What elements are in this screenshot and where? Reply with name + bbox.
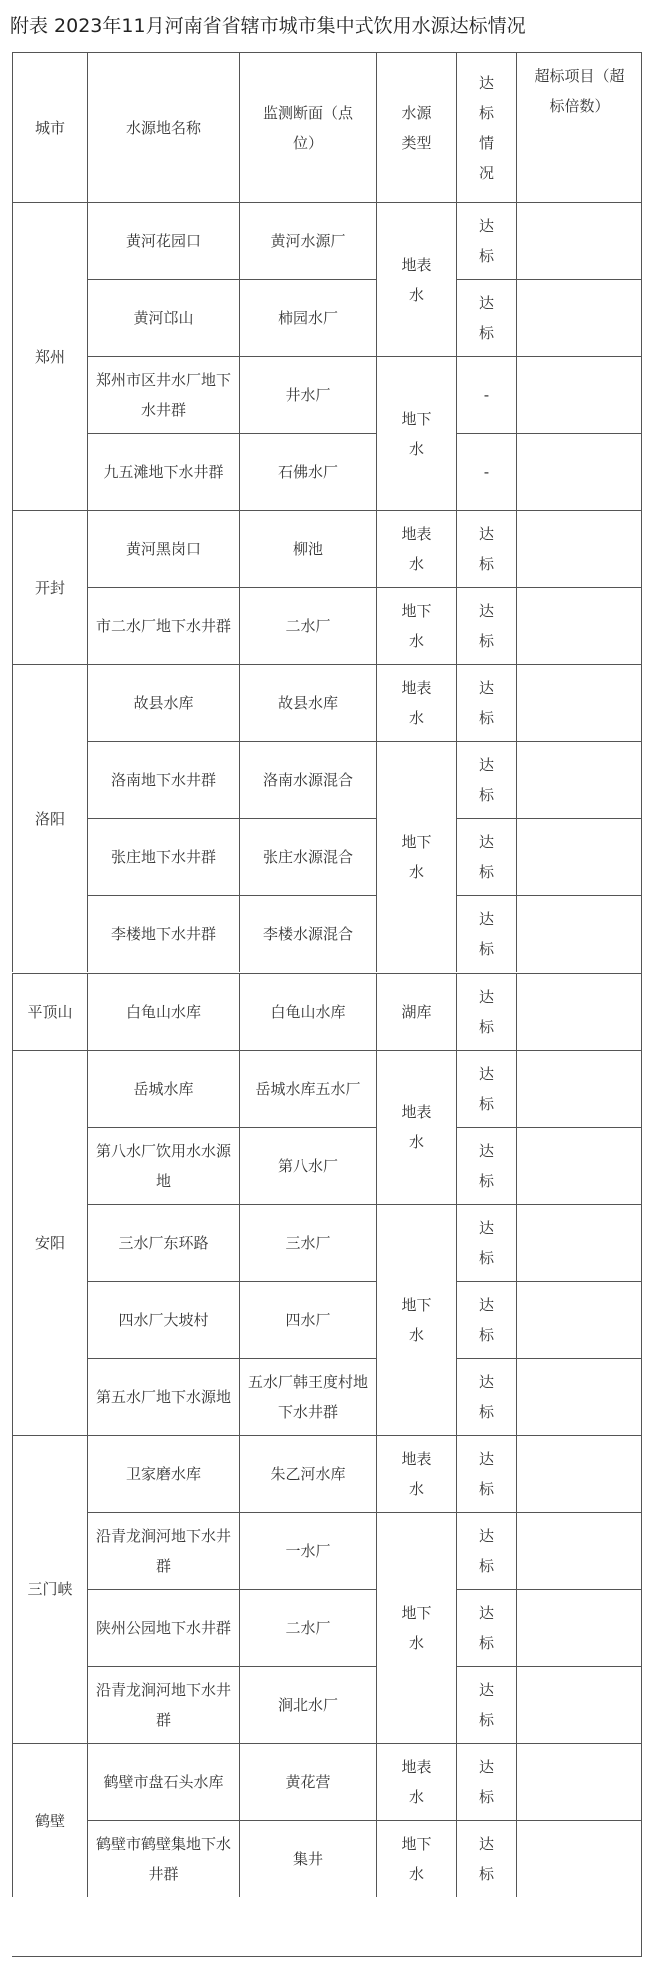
- cell-exceed: [516, 1743, 642, 1820]
- cell-exceed: [516, 1512, 642, 1589]
- cell-water-type: [376, 1204, 456, 1435]
- cell-water-type-text: 地下水: [401, 1835, 432, 1884]
- cell-status: [456, 1512, 516, 1589]
- cell-city: [12, 1435, 87, 1743]
- cell-source-name-text: 沿青龙涧河地下水井群: [96, 1526, 232, 1575]
- cell-status-text: -: [483, 463, 490, 482]
- cell-source-name: [87, 1281, 239, 1358]
- cell-exceed: [516, 818, 642, 895]
- cell-exceed: [516, 741, 642, 818]
- cell-status: [456, 202, 516, 279]
- cell-monitor-section: [239, 510, 376, 587]
- cell-source-name: [87, 202, 239, 279]
- cell-water-type-text: 地下水: [401, 1603, 432, 1652]
- cell-exceed: [516, 587, 642, 664]
- cell-water-type: [376, 664, 456, 741]
- cell-monitor-section-text: 柳池: [292, 540, 323, 559]
- table-caption: 附表 2023年11月河南省省辖市城市集中式饮用水源达标情况: [10, 15, 526, 37]
- header-status: [456, 52, 516, 202]
- cell-exceed: [516, 895, 642, 972]
- cell-status-text: 达标: [478, 1295, 494, 1344]
- cell-monitor-section: [239, 1666, 376, 1743]
- header-type-label: 水源类型: [401, 103, 432, 152]
- cell-source-name: [87, 1358, 239, 1435]
- cell-city: [12, 1743, 87, 1897]
- cell-status-text: 达标: [478, 294, 494, 343]
- cell-monitor-section-text: 二水厂: [285, 617, 331, 636]
- cell-monitor-section-text: 五水厂韩王度村地下水井群: [248, 1372, 369, 1421]
- cell-source-name-text: 黄河花园口: [125, 232, 201, 251]
- cell-source-name-text: 鹤壁市鹤壁集地下水井群: [96, 1835, 232, 1884]
- table-bottom-border: [12, 1956, 642, 1958]
- cell-city-text: 郑州: [34, 347, 65, 366]
- cell-status-text: 达标: [478, 1218, 494, 1267]
- cell-monitor-section: [239, 433, 376, 510]
- table-right-border: [641, 52, 643, 1957]
- cell-exceed: [516, 356, 642, 433]
- cell-status-text: 达标: [478, 987, 494, 1036]
- cell-exceed: [516, 1204, 642, 1281]
- cell-water-type-text: 地表水: [401, 525, 432, 574]
- cell-status: [456, 664, 516, 741]
- cell-source-name: [87, 510, 239, 587]
- cell-monitor-section: [239, 973, 376, 1050]
- cell-status-text: 达标: [478, 217, 494, 266]
- cell-exceed: [516, 202, 642, 279]
- cell-monitor-section: [239, 1820, 376, 1897]
- cell-status: [456, 895, 516, 972]
- cell-monitor-section: [239, 1743, 376, 1820]
- cell-city-text: 三门峡: [27, 1580, 73, 1599]
- cell-monitor-section: [239, 279, 376, 356]
- cell-source-name-text: 故县水库: [133, 694, 194, 713]
- cell-exceed: [516, 1127, 642, 1204]
- cell-monitor-section: [239, 1358, 376, 1435]
- cell-water-type-text: 地下水: [401, 409, 432, 458]
- cell-water-type-text: 地下水: [401, 833, 432, 882]
- cell-exceed: [516, 1666, 642, 1743]
- cell-source-name-text: 卫家磨水库: [125, 1464, 201, 1483]
- cell-monitor-section-text: 故县水库: [277, 694, 338, 713]
- cell-source-name-text: 白龟山水库: [125, 1002, 201, 1021]
- cell-source-name-text: 张庄地下水井群: [110, 848, 216, 867]
- cell-water-type: [376, 1743, 456, 1820]
- header-section-label: 监测断面（点位）: [262, 103, 353, 152]
- cell-city-text: 洛阳: [34, 809, 65, 828]
- cell-city-text: 平顶山: [27, 1002, 73, 1021]
- cell-source-name-text: 沿青龙涧河地下水井群: [96, 1680, 232, 1729]
- cell-monitor-section-text: 集井: [292, 1850, 323, 1869]
- cell-water-type-text: 地表水: [401, 1758, 432, 1807]
- cell-status-text: 达标: [478, 679, 494, 728]
- cell-source-name-text: 陕州公园地下水井群: [96, 1618, 232, 1637]
- cell-source-name: [87, 664, 239, 741]
- header-section: [239, 52, 376, 202]
- cell-exceed: [516, 1358, 642, 1435]
- cell-status: [456, 1127, 516, 1204]
- cell-source-name-text: 黄河黑岗口: [125, 540, 201, 559]
- cell-city-text: 安阳: [34, 1233, 65, 1252]
- cell-city: [12, 664, 87, 972]
- cell-water-type-text: 地表水: [401, 255, 432, 304]
- cell-status: [456, 1435, 516, 1512]
- cell-status: [456, 279, 516, 356]
- cell-source-name: [87, 1743, 239, 1820]
- cell-status: [456, 433, 516, 510]
- cell-city: [12, 202, 87, 510]
- cell-source-name-text: 岳城水库: [133, 1079, 194, 1098]
- cell-city-text: 鹤壁: [34, 1811, 65, 1830]
- cell-status: [456, 510, 516, 587]
- cell-source-name: [87, 1820, 239, 1897]
- cell-water-type: [376, 510, 456, 587]
- header-city: [12, 52, 87, 202]
- water-source-table: [12, 52, 642, 1957]
- cell-monitor-section: [239, 741, 376, 818]
- cell-city: [12, 510, 87, 664]
- cell-monitor-section-text: 一水厂: [285, 1541, 331, 1560]
- cell-status-text: 达标: [478, 1526, 494, 1575]
- cell-source-name: [87, 1435, 239, 1512]
- cell-status-text: 达标: [478, 910, 494, 959]
- header-source-label: 水源地名称: [125, 118, 201, 137]
- cell-status-text: 达标: [478, 602, 494, 651]
- cell-source-name-text: 郑州市区井水厂地下水井群: [96, 371, 232, 420]
- cell-status: [456, 741, 516, 818]
- cell-water-type: [376, 1512, 456, 1743]
- cell-monitor-section-text: 黄河水源厂: [270, 232, 346, 251]
- header-source: [87, 52, 239, 202]
- cell-status-text: 达标: [478, 1680, 494, 1729]
- cell-monitor-section: [239, 1512, 376, 1589]
- cell-exceed: [516, 510, 642, 587]
- cell-monitor-section: [239, 1050, 376, 1127]
- cell-source-name-text: 洛南地下水井群: [110, 771, 216, 790]
- cell-monitor-section: [239, 818, 376, 895]
- cell-water-type: [376, 202, 456, 356]
- cell-source-name: [87, 1666, 239, 1743]
- cell-monitor-section-text: 张庄水源混合: [262, 848, 353, 867]
- cell-exceed: [516, 1435, 642, 1512]
- header-exceed: [516, 52, 642, 202]
- cell-status: [456, 587, 516, 664]
- cell-exceed: [516, 1820, 642, 1897]
- cell-water-type-text: 地表水: [401, 679, 432, 728]
- cell-source-name-text: 三水厂东环路: [118, 1233, 209, 1252]
- cell-water-type: [376, 973, 456, 1050]
- cell-monitor-section-text: 白龟山水库: [270, 1002, 346, 1021]
- cell-source-name: [87, 1204, 239, 1281]
- cell-city: [12, 1050, 87, 1435]
- cell-monitor-section-text: 岳城水库五水厂: [255, 1079, 361, 1098]
- cell-source-name: [87, 973, 239, 1050]
- cell-source-name-text: 第八水厂饮用水水源地: [96, 1141, 232, 1190]
- cell-source-name: [87, 1512, 239, 1589]
- header-type: [376, 52, 456, 202]
- cell-water-type-text: 地下水: [401, 1295, 432, 1344]
- cell-source-name: [87, 741, 239, 818]
- cell-source-name: [87, 356, 239, 433]
- cell-monitor-section: [239, 664, 376, 741]
- cell-source-name: [87, 587, 239, 664]
- cell-monitor-section: [239, 587, 376, 664]
- header-city-label: 城市: [34, 118, 65, 137]
- cell-monitor-section-text: 柿园水厂: [277, 309, 338, 328]
- cell-monitor-section-text: 涧北水厂: [277, 1695, 338, 1714]
- cell-source-name: [87, 433, 239, 510]
- cell-monitor-section-text: 第八水厂: [277, 1156, 338, 1175]
- cell-monitor-section: [239, 1589, 376, 1666]
- cell-exceed: [516, 1281, 642, 1358]
- cell-source-name: [87, 895, 239, 972]
- cell-monitor-section-text: 四水厂: [285, 1310, 331, 1329]
- cell-status-text: 达标: [478, 1372, 494, 1421]
- cell-water-type-text: 地表水: [401, 1103, 432, 1152]
- cell-monitor-section: [239, 1281, 376, 1358]
- cell-water-type: [376, 356, 456, 510]
- cell-water-type: [376, 587, 456, 664]
- cell-monitor-section: [239, 356, 376, 433]
- cell-water-type: [376, 1435, 456, 1512]
- cell-exceed: [516, 279, 642, 356]
- cell-source-name: [87, 1050, 239, 1127]
- cell-source-name-text: 市二水厂地下水井群: [96, 617, 232, 636]
- cell-water-type: [376, 741, 456, 972]
- cell-monitor-section: [239, 202, 376, 279]
- cell-exceed: [516, 1589, 642, 1666]
- cell-water-type-text: 地表水: [401, 1449, 432, 1498]
- cell-status: [456, 1589, 516, 1666]
- cell-source-name-text: 第五水厂地下水源地: [96, 1387, 232, 1406]
- cell-source-name-text: 鹤壁市盘石头水库: [103, 1773, 224, 1792]
- cell-source-name-text: 九五滩地下水井群: [103, 463, 224, 482]
- cell-city-text: 开封: [34, 578, 65, 597]
- cell-water-type: [376, 1050, 456, 1204]
- header-exceed-label: 超标项目（超标倍数）: [534, 67, 625, 115]
- cell-status-text: 达标: [478, 1758, 494, 1807]
- cell-status: [456, 1358, 516, 1435]
- cell-monitor-section: [239, 1204, 376, 1281]
- cell-status: [456, 1820, 516, 1897]
- cell-monitor-section-text: 李楼水源混合: [262, 925, 353, 944]
- cell-status-text: 达标: [478, 525, 494, 574]
- cell-source-name-text: 黄河邙山: [133, 309, 194, 328]
- cell-status-text: 达标: [478, 1449, 494, 1498]
- cell-exceed: [516, 664, 642, 741]
- cell-status: [456, 1666, 516, 1743]
- cell-status-text: 达标: [478, 1141, 494, 1190]
- header-status-label: 达标情况: [478, 73, 494, 182]
- cell-monitor-section-text: 井水厂: [285, 386, 331, 405]
- cell-monitor-section-text: 朱乙河水库: [270, 1464, 346, 1483]
- cell-water-type-text: 地下水: [401, 602, 432, 651]
- cell-monitor-section-text: 三水厂: [285, 1233, 331, 1252]
- cell-source-name-text: 四水厂大坡村: [118, 1310, 209, 1329]
- cell-monitor-section-text: 石佛水厂: [277, 463, 338, 482]
- cell-status: [456, 818, 516, 895]
- cell-status: [456, 1281, 516, 1358]
- cell-monitor-section: [239, 1435, 376, 1512]
- cell-source-name: [87, 818, 239, 895]
- cell-status: [456, 1204, 516, 1281]
- cell-source-name: [87, 1127, 239, 1204]
- cell-water-type-text: 湖库: [401, 1002, 432, 1021]
- cell-monitor-section-text: 二水厂: [285, 1618, 331, 1637]
- cell-status: [456, 973, 516, 1050]
- cell-status: [456, 356, 516, 433]
- cell-water-type: [376, 1820, 456, 1897]
- cell-status: [456, 1050, 516, 1127]
- cell-source-name: [87, 279, 239, 356]
- cell-city: [12, 973, 87, 1050]
- cell-status: [456, 1743, 516, 1820]
- cell-status-text: 达标: [478, 833, 494, 882]
- cell-monitor-section-text: 黄花营: [285, 1773, 331, 1792]
- cell-exceed: [516, 973, 642, 1050]
- cell-monitor-section: [239, 1127, 376, 1204]
- cell-exceed: [516, 433, 642, 510]
- cell-status-text: 达标: [478, 1603, 494, 1652]
- cell-status-text: 达标: [478, 1064, 494, 1113]
- cell-source-name-text: 李楼地下水井群: [110, 925, 216, 944]
- cell-monitor-section-text: 洛南水源混合: [262, 771, 353, 790]
- cell-exceed: [516, 1050, 642, 1127]
- cell-monitor-section: [239, 895, 376, 972]
- cell-status-text: 达标: [478, 1835, 494, 1884]
- cell-status-text: -: [483, 386, 490, 405]
- cell-status-text: 达标: [478, 756, 494, 805]
- cell-source-name: [87, 1589, 239, 1666]
